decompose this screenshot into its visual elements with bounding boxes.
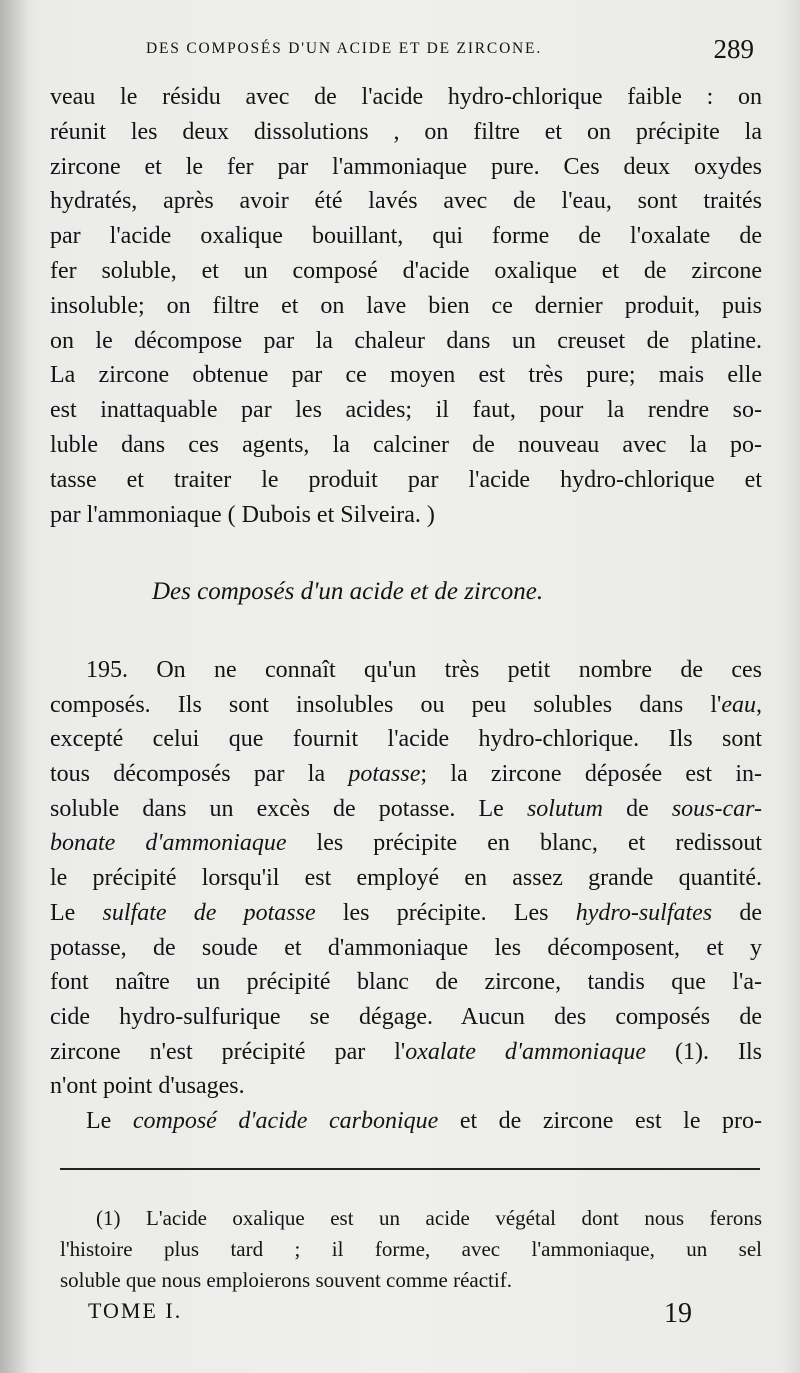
text-line: composés. Ils sont insolubles ou peu solubles dans l'eau,: [50, 691, 762, 718]
text-line: veau le résidu avec de l'acide hydro-chlorique faible : on: [50, 84, 762, 110]
text-line: le précipité lorsqu'il est employé en assez grande quantité.: [50, 865, 762, 892]
page-number: 289: [713, 34, 754, 64]
text-line: insoluble; on filtre et on lave bien ce dernier produit, puis: [50, 292, 762, 319]
footnote: [60, 1203, 762, 1296]
paragraph-195: [50, 653, 762, 1139]
text-line: La zircone obtenue par ce moyen est très pure; mais elle: [50, 362, 762, 389]
text-line: zircone et le fer par l'ammoniaque pure. Ces deux oxydes: [50, 153, 762, 180]
text-line: Le composé d'acide carbonique et de zircone est le pro-: [86, 1107, 762, 1134]
text-line: 195. On ne connaît qu'un très petit nombre de ces: [86, 657, 762, 683]
text-line: par l'acide oxalique bouillant, qui forme de l'oxalate de: [50, 223, 762, 250]
text-line: on le décompose par la chaleur dans un creuset de platine.: [50, 327, 762, 354]
text-line: tasse et traiter le produit par l'acide hydro-chlorique et: [50, 466, 762, 493]
text-line: luble dans ces agents, la calciner de nouveau avec la po-: [50, 431, 762, 458]
signature-mark: TOME I.: [88, 1298, 183, 1323]
text-line: excepté celui que fournit l'acide hydro-chlorique. Ils sont: [50, 726, 762, 753]
footnote-line: soluble que nous emploierons souvent comme réactif.: [60, 1268, 512, 1292]
text-line: fer soluble, et un composé d'acide oxalique et de zircone: [50, 257, 762, 284]
section-heading: Des composés d'un acide et de zircone.: [152, 578, 544, 605]
text-line: soluble dans un excès de potasse. Le solutum de sous-car-: [50, 795, 763, 822]
text-line: réunit les deux dissolutions , on filtre et on précipite la: [50, 118, 762, 145]
text-line: par l'ammoniaque ( Dubois et Silveira. ): [50, 501, 435, 528]
paragraph-continued: [50, 80, 762, 532]
text-line: zircone n'est précipité par l'oxalate d'ammoniaque (1). Ils: [50, 1038, 762, 1065]
text-line: cide hydro-sulfurique se dégage. Aucun des composés de: [50, 1003, 762, 1030]
text-line: potasse, de soude et d'ammoniaque les décomposent, et y: [50, 934, 762, 961]
footnote-line: l'histoire plus tard ; il forme, avec l'ammoniaque, un sel: [60, 1237, 762, 1261]
text-line: tous décomposés par la potasse; la zircone déposée est in-: [50, 761, 762, 788]
running-head: [146, 34, 766, 70]
text-line: font naître un précipité blanc de zircone, tandis que l'a-: [50, 969, 762, 996]
footnote-rule: [60, 1168, 760, 1170]
footnote-line: (1) L'acide oxalique est un acide végétal dont nous ferons: [96, 1206, 762, 1230]
text-line: Le sulfate de potasse les précipite. Les hydro-sulfates de: [50, 899, 763, 926]
text-line: bonate d'ammoniaque les précipite en blanc, et redissout: [50, 830, 763, 857]
text-line: n'ont point d'usages.: [50, 1073, 245, 1100]
spine-shadow: [0, 0, 28, 1373]
gathering-number: 19: [664, 1298, 692, 1329]
running-title: DES COMPOSÉS D'UN ACIDE ET DE ZIRCONE.: [146, 40, 542, 57]
text-line: hydratés, après avoir été lavés avec de l'eau, sont traités: [50, 188, 762, 215]
text-line: est inattaquable par les acides; il faut, pour la rendre so-: [50, 397, 762, 424]
